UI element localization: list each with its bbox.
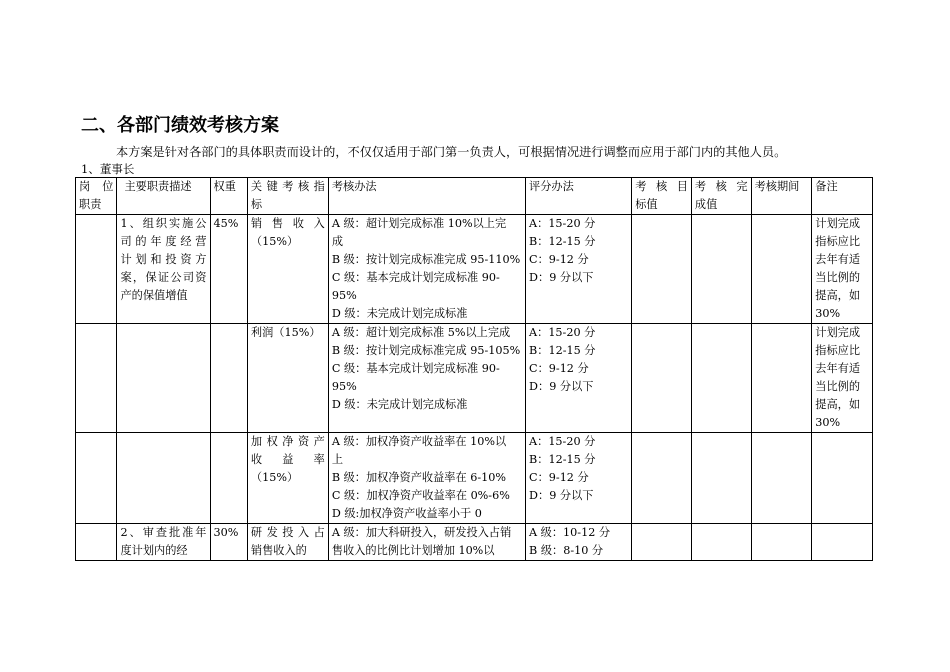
header-period	[751, 178, 812, 215]
scoring-cell	[526, 215, 632, 324]
cell-line: A：15-20 分	[529, 326, 596, 339]
assessment-table	[75, 177, 873, 561]
header-remarks-label: 备注	[815, 180, 838, 193]
table-row	[76, 524, 873, 561]
cell-line: 利润（15%）	[250, 326, 321, 339]
method-cell	[328, 433, 525, 524]
cell-line: B：12-15 分	[529, 344, 596, 357]
table-row	[76, 433, 873, 524]
header-target-line1: 考 核 目	[635, 180, 688, 193]
actual-cell	[691, 433, 751, 524]
position-cell	[76, 215, 117, 324]
cell-line: 提高，如	[815, 289, 861, 302]
period-cell	[751, 324, 812, 433]
header-weight-label: 权重	[213, 180, 236, 193]
target-cell	[632, 215, 692, 324]
cell-line: 去年有适	[815, 253, 861, 266]
period-cell	[751, 433, 812, 524]
header-weight	[210, 178, 247, 215]
weight-cell	[210, 324, 247, 433]
cell-line: B 级：按计划完成标准完成 95-105%	[331, 344, 521, 357]
cell-line: C：9-12 分	[529, 362, 589, 375]
cell-line: 30%	[815, 416, 841, 429]
header-position-line1: 岗 位	[79, 180, 114, 193]
cell-line: 2、审查批准年	[120, 526, 207, 539]
cell-line: 提高，如	[815, 398, 861, 411]
header-position	[76, 178, 117, 215]
cell-line: 度计划内的经	[120, 544, 188, 557]
actual-cell	[691, 215, 751, 324]
cell-line: A 级：10-12 分	[529, 526, 611, 539]
cell-line: 30%	[815, 307, 841, 320]
duty-cell	[117, 433, 210, 524]
cell-line: 计划完成	[815, 217, 861, 230]
cell-line: D 级：未完成计划完成标准	[331, 398, 468, 411]
header-kpi-line2: 标	[250, 198, 263, 211]
target-cell	[632, 324, 692, 433]
kpi-cell	[247, 215, 328, 324]
cell-line: 当比例的	[815, 271, 861, 284]
cell-line: 收益率	[250, 453, 325, 466]
cell-line: D：9 分以下	[529, 380, 594, 393]
cell-line: 产的保值增值	[120, 289, 188, 302]
table-row	[76, 215, 873, 324]
cell-line: A：15-20 分	[529, 435, 596, 448]
cell-line: 计划和投资方	[120, 253, 207, 266]
kpi-cell	[247, 433, 328, 524]
target-cell	[632, 524, 692, 561]
cell-line: C 级：基本完成计划完成标准 90-	[331, 362, 500, 375]
cell-line: B 级：加权净资产收益率在 6-10%	[331, 471, 506, 484]
cell-line: 售收入的比例比计划增加 10%以	[331, 544, 495, 557]
remark-cell	[812, 215, 873, 324]
cell-line: （15%）	[250, 471, 299, 484]
section-heading: 二、各部门绩效考核方案	[81, 115, 279, 136]
weight-cell	[210, 433, 247, 524]
weight-cell: 30%	[210, 524, 247, 561]
cell-line: 去年有适	[815, 362, 861, 375]
duty-cell	[117, 215, 210, 324]
header-scoring-label: 评分办法	[529, 180, 574, 193]
cell-line: D：9 分以下	[529, 271, 594, 284]
header-method	[328, 178, 525, 215]
header-period-label: 考核期间	[754, 180, 800, 193]
header-kpi-line1: 关 键 考 核 指	[250, 180, 325, 193]
cell-line: C：9-12 分	[529, 471, 589, 484]
scoring-cell	[526, 433, 632, 524]
table-row	[76, 324, 873, 433]
method-cell	[328, 524, 525, 561]
cell-line: A 级：超计划完成标准 5%以上完成	[331, 326, 511, 339]
cell-line: A 级：超计划完成标准 10%以上完	[331, 217, 507, 230]
cell-line: B：12-15 分	[529, 453, 596, 466]
cell-line: 上	[331, 453, 344, 466]
cell-line: 95%	[331, 380, 357, 393]
remark-cell	[812, 433, 873, 524]
cell-line: 1、组织实施公	[120, 217, 207, 230]
cell-line: 95%	[331, 289, 357, 302]
header-target	[632, 178, 692, 215]
header-duties	[117, 178, 210, 215]
cell-line: B：12-15 分	[529, 235, 596, 248]
cell-line: D 级:加权净资产收益率小于 0	[331, 507, 482, 520]
duty-cell	[117, 324, 210, 433]
cell-line: 研发投入占	[250, 526, 325, 539]
cell-line: 当比例的	[815, 380, 861, 393]
period-cell	[751, 524, 812, 561]
cell-line: 案，保证公司资	[120, 271, 207, 284]
intro-paragraph: 本方案是针对各部门的具体职责而设计的，不仅仅适用于部门第一负责人，可根据情况进行调整而应用于部门内的其他人员。	[116, 145, 787, 159]
header-target-line2: 标值	[635, 198, 658, 211]
cell-line: 司的年度经营	[120, 235, 207, 248]
cell-line: C 级：加权净资产收益率在 0%-6%	[331, 489, 510, 502]
actual-cell	[691, 524, 751, 561]
position-cell	[76, 324, 117, 433]
header-scoring	[526, 178, 632, 215]
cell-line: A 级：加权净资产收益率在 10%以	[331, 435, 507, 448]
cell-line: C 级：基本完成计划完成标准 90-	[331, 271, 500, 284]
header-remarks	[812, 178, 873, 215]
cell-line: C：9-12 分	[529, 253, 589, 266]
method-cell	[328, 215, 525, 324]
kpi-cell	[247, 524, 328, 561]
header-actual-line2: 成值	[694, 198, 718, 211]
remark-cell	[812, 324, 873, 433]
kpi-cell	[247, 324, 328, 433]
cell-line: 成	[331, 235, 344, 248]
remark-cell	[812, 524, 873, 561]
cell-line: A：15-20 分	[529, 217, 596, 230]
cell-line: 计划完成	[815, 326, 861, 339]
header-row	[76, 178, 873, 215]
cell-line: 销 售 收 入	[250, 217, 325, 230]
cell-line: B 级：8-10 分	[529, 544, 604, 557]
header-actual	[691, 178, 751, 215]
header-method-label: 考核办法	[331, 180, 377, 193]
cell-line: 销售收入的	[250, 544, 307, 557]
duty-cell	[117, 524, 210, 561]
position-cell	[76, 524, 117, 561]
method-cell	[328, 324, 525, 433]
header-actual-line1: 考 核 完	[694, 180, 748, 193]
cell-line: 加权净资产	[250, 435, 325, 448]
target-cell	[632, 433, 692, 524]
weight-cell: 45%	[210, 215, 247, 324]
header-kpi	[247, 178, 328, 215]
position-cell	[76, 433, 117, 524]
cell-line: 指标应比	[815, 235, 861, 248]
cell-line: B 级：按计划完成标准完成 95-110%	[331, 253, 521, 266]
scoring-cell	[526, 524, 632, 561]
actual-cell	[691, 324, 751, 433]
cell-line: 指标应比	[815, 344, 861, 357]
header-position-line2: 职责	[79, 198, 102, 211]
scoring-cell	[526, 324, 632, 433]
cell-line: （15%）	[250, 235, 299, 248]
header-duties-label: 主要职责描述	[124, 180, 192, 193]
cell-line: A 级：加大科研投入，研发投入占销	[331, 526, 512, 539]
cell-line: D：9 分以下	[529, 489, 594, 502]
subsection-label: 1、董事长	[81, 162, 135, 176]
period-cell	[751, 215, 812, 324]
cell-line: D 级：未完成计划完成标准	[331, 307, 468, 320]
